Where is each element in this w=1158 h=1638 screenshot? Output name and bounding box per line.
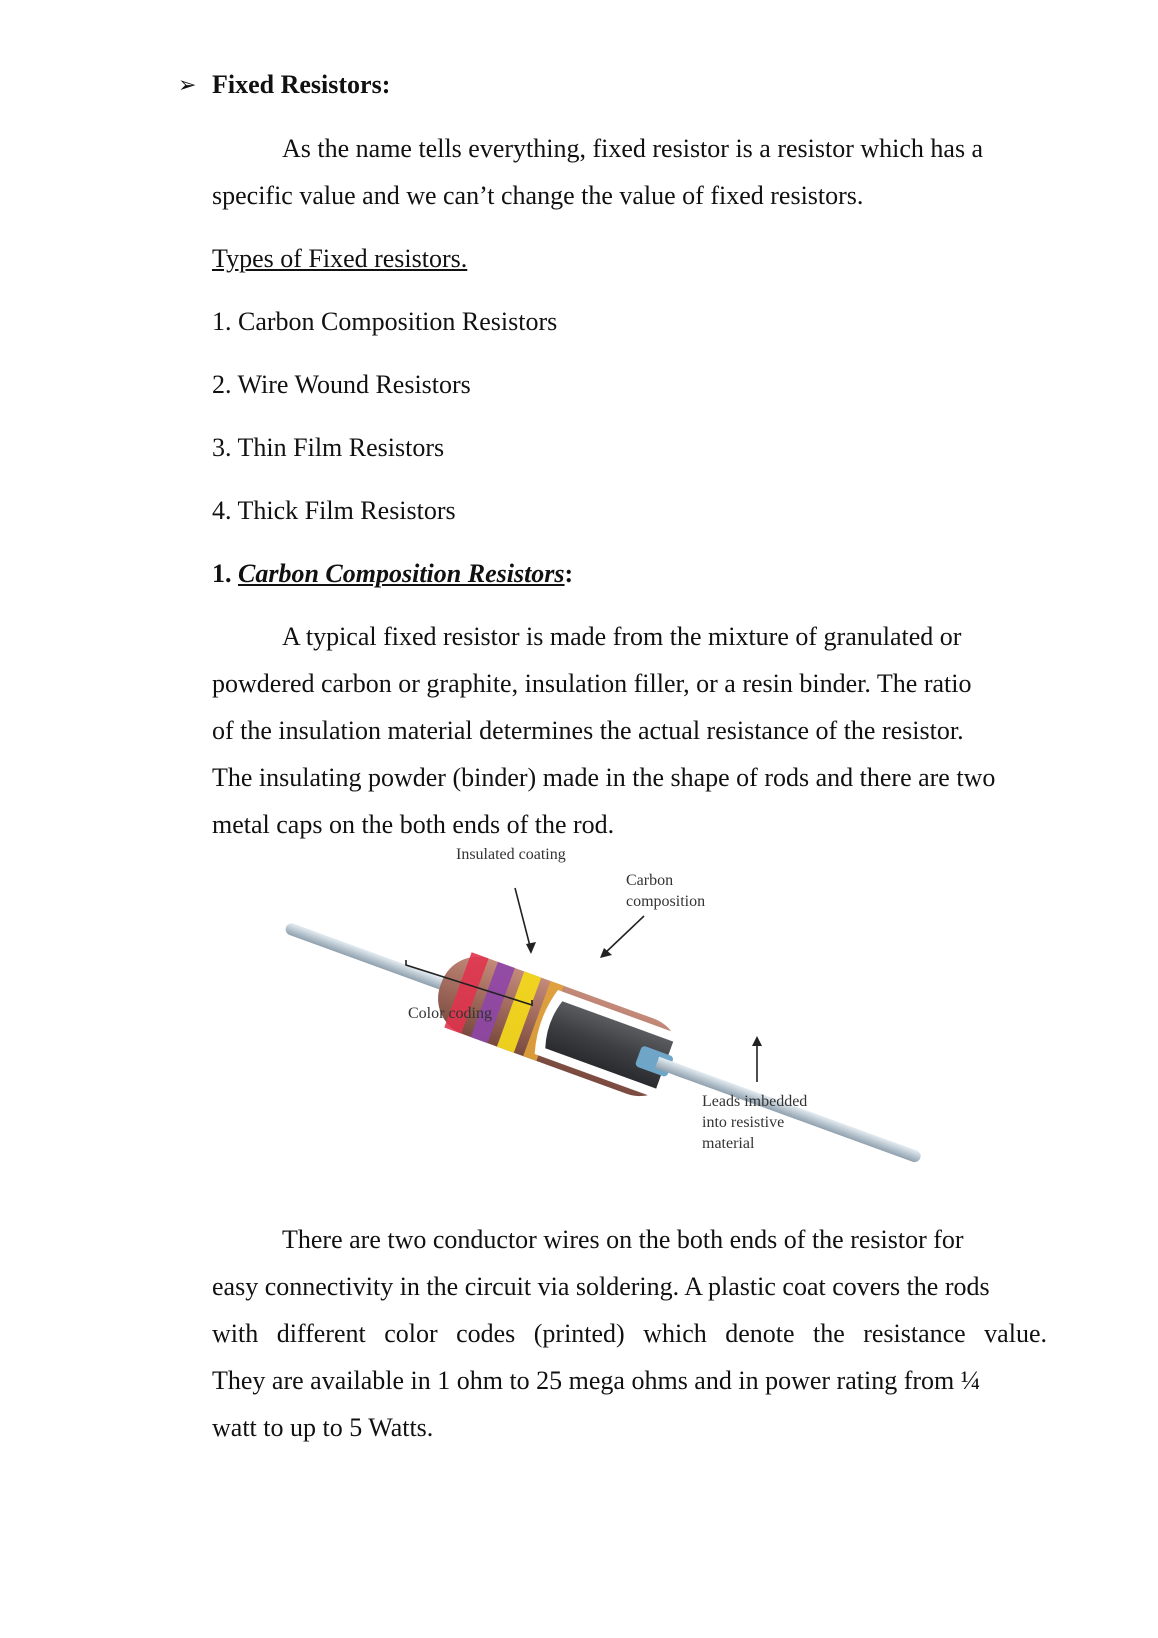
type-item-2: 2. Wire Wound Resistors — [212, 370, 471, 399]
label-leads-1: Leads imbedded — [702, 1093, 808, 1110]
text-line: with different color codes (printed) which denote the resistance value. — [212, 1319, 1047, 1348]
leads-arrowhead — [752, 1036, 762, 1046]
text-line: The insulating powder (binder) made in the shape of rods and there are two — [212, 763, 996, 792]
label-leads-2: into resistive — [702, 1114, 785, 1131]
resistor-body — [427, 946, 699, 1110]
text-line: A typical fixed resistor is made from the mixture of granulated or — [282, 622, 962, 651]
type-item-1: 1. Carbon Composition Resistors — [212, 307, 558, 336]
label-color-coding: Color coding — [408, 1005, 492, 1022]
label-composition: composition — [626, 893, 706, 910]
subheading-colon: : — [564, 559, 574, 588]
insulated-arrowhead — [526, 942, 536, 954]
label-insulated-coating: Insulated coating — [456, 846, 566, 863]
text-line: powdered carbon or graphite, insulation filler, or a resin binder. The ratio — [212, 669, 972, 698]
carbon-subheading — [212, 559, 573, 589]
subheading-title: Carbon Composition Resistors — [238, 559, 565, 588]
type-item-4: 4. Thick Film Resistors — [212, 496, 456, 525]
carbon-arrow-line — [604, 916, 644, 954]
label-carbon: Carbon — [626, 872, 674, 889]
text-line: metal caps on the both ends of the rod. — [212, 810, 615, 839]
left-lead — [284, 922, 467, 998]
text-line: of the insulation material determines the actual resistance of the resistor. — [212, 716, 964, 745]
text-line: There are two conductor wires on the both ends of the resistor for — [282, 1225, 964, 1254]
resistor-figure — [282, 846, 922, 1210]
section-heading: Fixed Resistors: — [212, 70, 391, 99]
types-heading: Types of Fixed resistors. — [212, 244, 468, 273]
carbon-resistor-illustration — [282, 860, 922, 1210]
text-line: watt to up to 5 Watts. — [212, 1413, 434, 1442]
text-line: easy connectivity in the circuit via soldering. A plastic coat covers the rods — [212, 1272, 990, 1301]
label-leads-3: material — [702, 1135, 755, 1152]
carbon-arrowhead — [600, 948, 612, 958]
carbon-paragraph-1 — [212, 613, 1047, 848]
type-item-3: 3. Thin Film Resistors — [212, 433, 445, 462]
intro-paragraph — [212, 125, 1047, 219]
insulated-arrow-line — [515, 888, 531, 950]
carbon-paragraph-2 — [212, 1216, 1047, 1451]
subheading-number: 1. — [212, 559, 232, 588]
text-line: They are available in 1 ohm to 25 mega ohms and in power rating from ¼ — [212, 1366, 981, 1395]
text-line: specific value and we can’t change the value of fixed resistors. — [212, 181, 864, 210]
text-line: As the name tells everything, fixed resistor is a resistor which has a — [282, 134, 984, 163]
arrow-bullet-icon: ➢ — [178, 72, 197, 97]
